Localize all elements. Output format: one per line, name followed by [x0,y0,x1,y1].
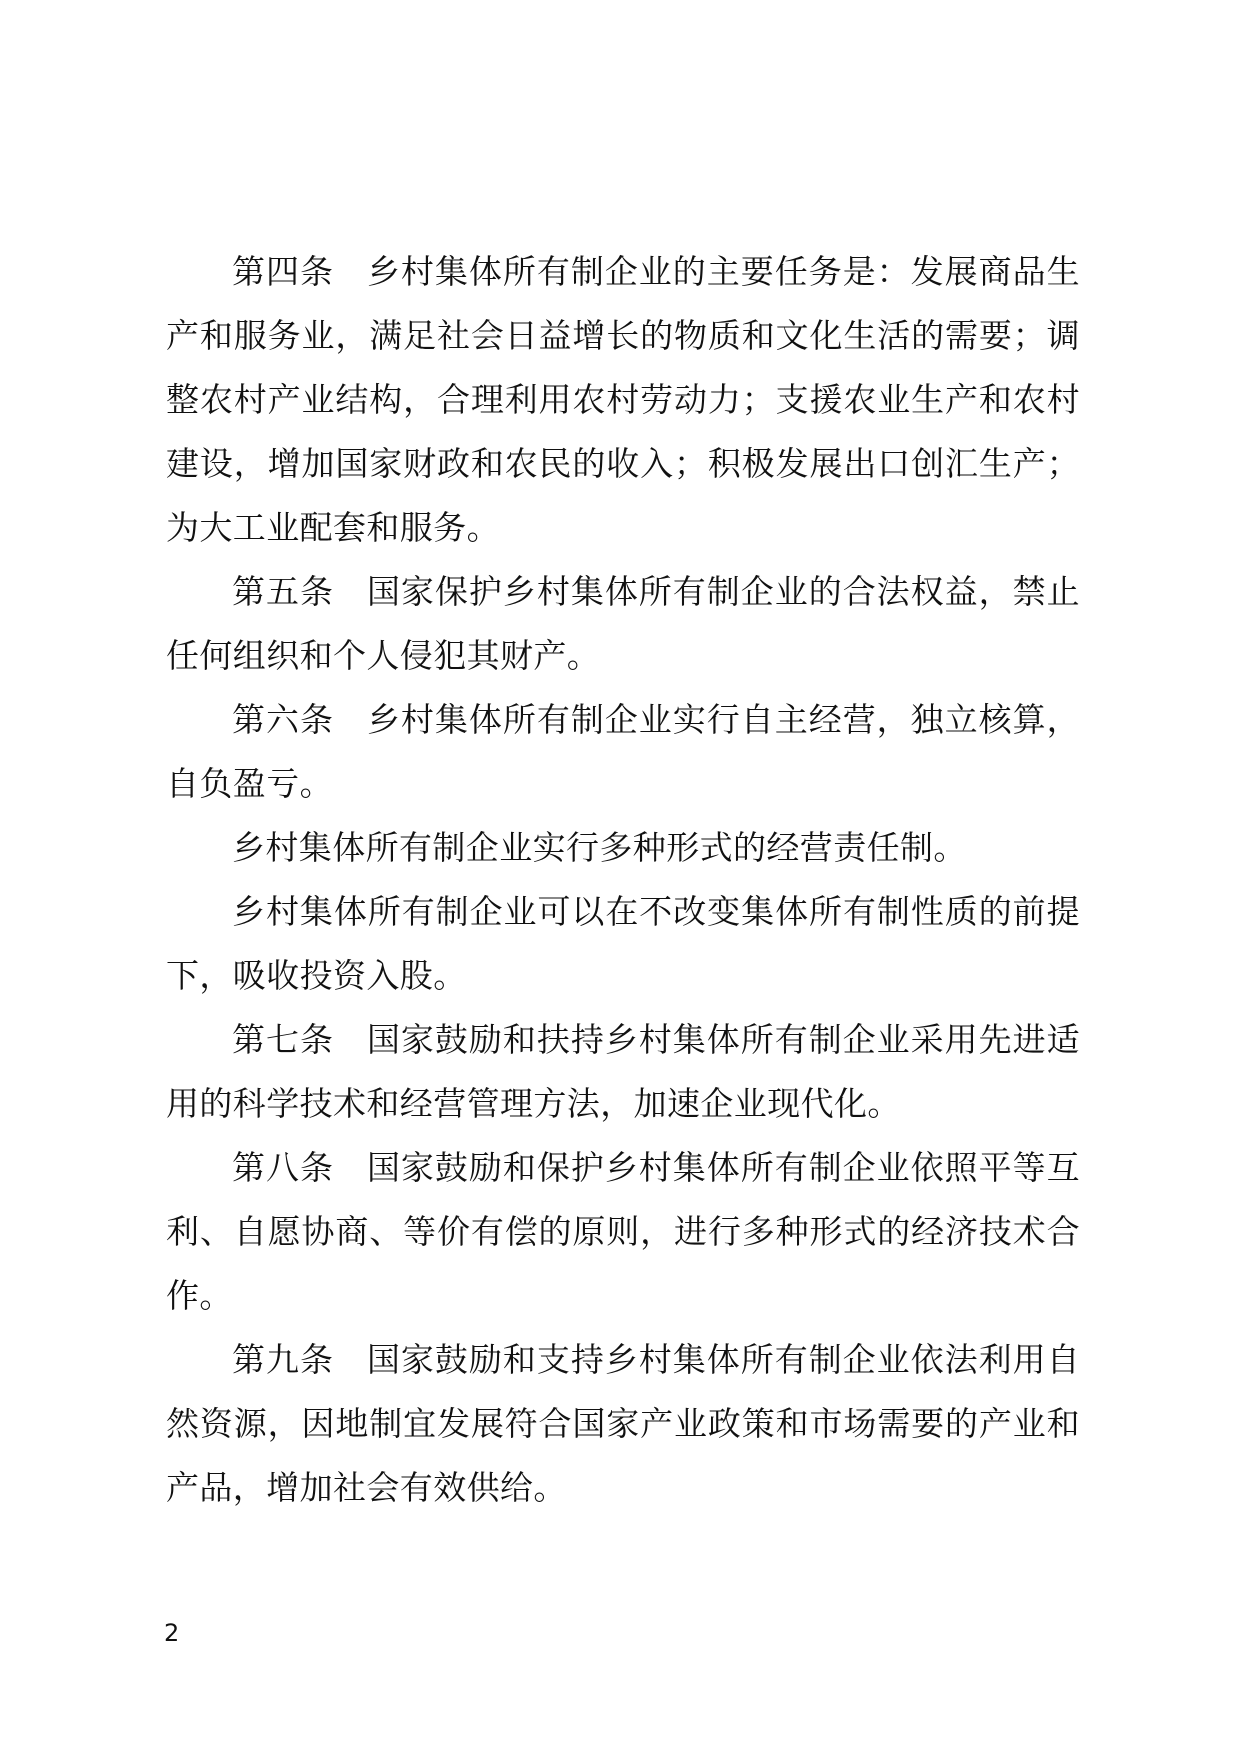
article-number: 第九条 [232,1340,334,1379]
article-6-clause-3 [166,880,1080,1008]
article-9-paragraph [166,1328,1080,1520]
article-number: 第七条 [232,1020,334,1059]
article-text: 国家保护乡村集体所有制企业的合法权益，禁止任何组织和个人侵犯其财产。 [166,572,1080,675]
article-text: 乡村集体所有制企业实行自主经营，独立核算，自负盈亏。 [166,700,1080,803]
article-6-paragraph [166,688,1080,816]
article-text: 国家鼓励和保护乡村集体所有制企业依照平等互利、自愿协商、等价有偿的原则，进行多种形式的经济技术合作。 [166,1148,1080,1315]
article-number: 第六条 [232,700,334,739]
body-text [166,240,1080,1520]
article-text: 乡村集体所有制企业实行多种形式的经营责任制。 [232,828,967,867]
article-text: 乡村集体所有制企业可以在不改变集体所有制性质的前提下，吸收投资入股。 [166,892,1080,995]
article-number: 第五条 [232,572,334,611]
article-text: 国家鼓励和支持乡村集体所有制企业依法利用自然资源，因地制宜发展符合国家产业政策和市场需要的产业和产品，增加社会有效供给。 [166,1340,1080,1507]
article-text: 乡村集体所有制企业的主要任务是：发展商品生产和服务业，满足社会日益增长的物质和文化生活的需要；调整农村产业结构，合理利用农村劳动力；支援农业生产和农村建设，增加国家财政和农民的收入；积极发展出口创汇生产；为大工业配套和服务。 [166,252,1080,547]
article-text: 国家鼓励和扶持乡村集体所有制企业采用先进适用的科学技术和经营管理方法，加速企业现代化。 [166,1020,1080,1123]
article-7-paragraph [166,1008,1080,1136]
article-4-paragraph [166,240,1080,560]
article-6-clause-2 [166,816,1080,880]
page-number: 2 [164,1619,180,1647]
article-5-paragraph [166,560,1080,688]
article-8-paragraph [166,1136,1080,1328]
article-number: 第八条 [232,1148,334,1187]
article-number: 第四条 [232,252,334,291]
